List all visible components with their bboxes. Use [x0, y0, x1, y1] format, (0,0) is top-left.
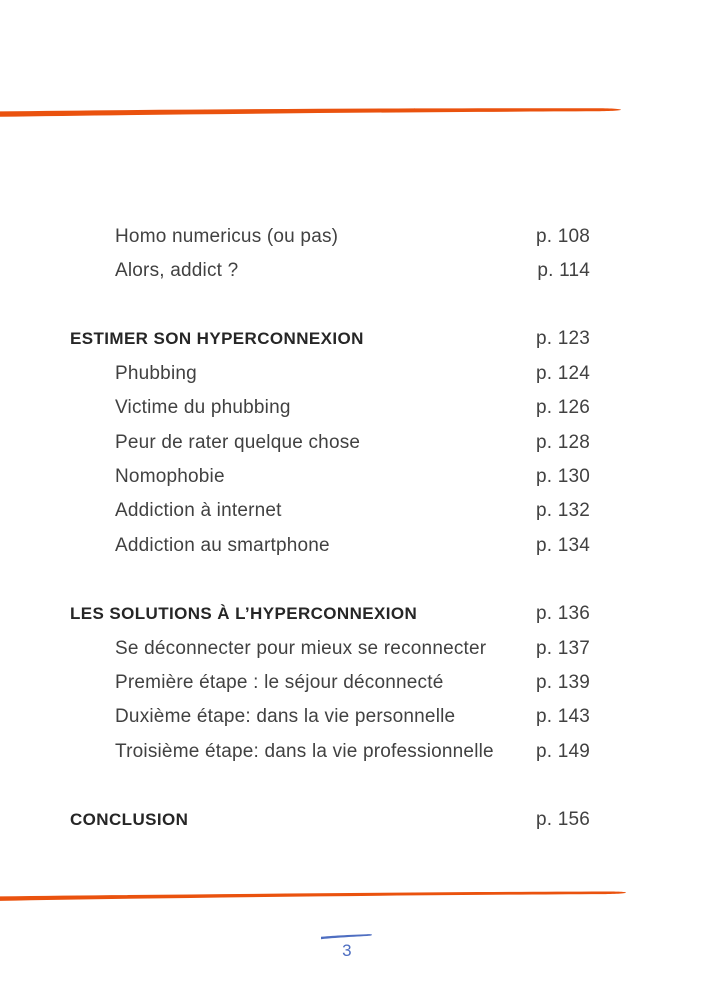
toc-entry-page: p. 136	[535, 603, 590, 625]
toc-entry-label: Homo numericus (ou pas)	[115, 225, 339, 247]
toc-entry-page: p. 156	[535, 809, 590, 831]
toc-entry-label: Nomophobie	[115, 466, 225, 488]
toc-entry-label: CONCLUSION	[70, 810, 189, 830]
toc-entry-page: p. 137	[535, 637, 590, 659]
toc-entry-label: Duxième étape: dans la vie personnelle	[115, 706, 456, 728]
table-of-contents	[70, 219, 590, 837]
toc-entry-label: LES SOLUTIONS À L’HYPERCONNEXION	[70, 604, 418, 624]
page-number: 3	[342, 941, 352, 960]
toc-entry-page: p. 124	[535, 362, 590, 384]
page-footer	[0, 931, 701, 959]
toc-entry-row	[70, 528, 590, 562]
toc-entry-row	[70, 425, 590, 459]
top-divider-stroke	[0, 100, 708, 124]
toc-entry-label: Première étape : le séjour déconnecté	[115, 671, 444, 693]
toc-entry-row	[70, 253, 590, 287]
toc-entry-row	[70, 665, 590, 699]
toc-entry-row	[70, 631, 590, 665]
toc-entry-label: Peur de rater quelque chose	[115, 431, 361, 453]
toc-entry-page: p. 132	[535, 500, 590, 522]
toc-entry-row	[70, 459, 590, 493]
toc-entry-page: p. 130	[535, 466, 590, 488]
toc-entry-page: p. 139	[535, 671, 590, 693]
toc-entry-page: p. 126	[535, 397, 590, 419]
toc-entry-label: Addiction à internet	[115, 500, 282, 522]
toc-entry-label: ESTIMER SON HYPERCONNEXION	[70, 329, 364, 349]
toc-entry-label: Addiction au smartphone	[115, 534, 330, 556]
toc-entry-page: p. 123	[535, 328, 590, 350]
toc-entry-label: Alors, addict ?	[115, 260, 239, 282]
toc-entry-page: p. 108	[535, 225, 590, 247]
bottom-divider-stroke	[0, 884, 708, 908]
toc-section-row	[70, 597, 590, 631]
toc-entry-page: p. 143	[535, 706, 590, 728]
toc-section-row	[70, 322, 590, 356]
toc-entry-label: Troisième étape: dans la vie professionnelle	[115, 740, 494, 762]
toc-entry-page: p. 114	[537, 260, 590, 282]
toc-entry-label: Victime du phubbing	[115, 397, 291, 419]
toc-entry-row	[70, 219, 590, 253]
toc-entry-row	[70, 356, 590, 390]
toc-entry-label: Phubbing	[115, 362, 197, 384]
page-number-underline	[320, 931, 374, 941]
toc-entry-page: p. 149	[535, 740, 590, 762]
toc-entry-page: p. 128	[535, 431, 590, 453]
toc-entry-row	[70, 734, 590, 768]
toc-entry-row	[70, 391, 590, 425]
toc-entry-page: p. 134	[535, 534, 590, 556]
toc-entry-row	[70, 494, 590, 528]
toc-entry-row	[70, 700, 590, 734]
toc-entry-label: Se déconnecter pour mieux se reconnecter	[115, 637, 487, 659]
toc-section-row	[70, 802, 590, 836]
